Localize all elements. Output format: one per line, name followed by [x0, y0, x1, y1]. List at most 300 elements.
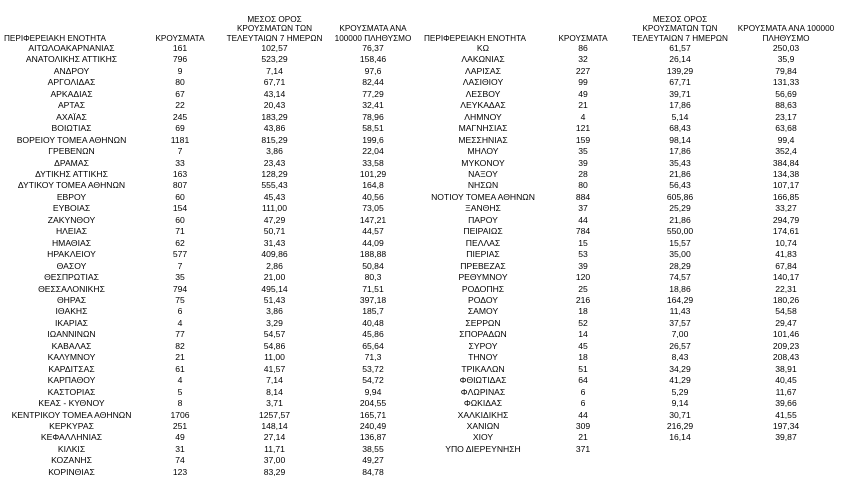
- cases-cell: 1706: [170, 409, 190, 420]
- cases-cell: 99: [578, 77, 588, 88]
- avg7-cell: 51,43: [263, 294, 286, 305]
- avg7-cell: 37,00: [263, 455, 286, 466]
- table-row: [424, 89, 836, 100]
- region-cell: ΥΠΟ ΔΙΕΡΕΥΝΗΣΗ: [445, 443, 521, 454]
- avg7-cell: 45,43: [263, 191, 286, 202]
- region-cell: ΔΥΤΙΚΟΥ ΤΟΜΕΑ ΑΘΗΝΩΝ: [17, 180, 126, 191]
- avg7-cell: 21,86: [669, 214, 691, 225]
- table-row: [424, 375, 836, 386]
- cases-cell: 67: [175, 88, 185, 99]
- header-avg7: ΜΕΣΟΣ ΟΡΟΣ ΚΡΟΥΣΜΑΤΩΝ ΤΩΝ ΤΕΛΕΥΤΑΙΩΝ 7 ΗΜΕΡΩΝ: [632, 14, 728, 43]
- table-row: [4, 100, 418, 111]
- region-cell: ΔΡΑΜΑΣ: [54, 157, 89, 168]
- per100k-cell: [736, 444, 836, 455]
- per100k-cell: 71,3: [364, 352, 382, 363]
- per100k-cell: 40,45: [775, 375, 797, 386]
- table-row: [4, 318, 418, 329]
- avg7-cell: 98,14: [669, 134, 691, 145]
- region-cell: ΙΘΑΚΗΣ: [55, 306, 88, 317]
- table-body-left: [4, 43, 418, 478]
- per100k-cell: 208,43: [772, 352, 800, 363]
- header-row: [424, 10, 836, 43]
- table-row: [424, 410, 836, 421]
- avg7-cell: 34,29: [669, 363, 691, 374]
- region-cell: ΤΗΝΟΥ: [468, 352, 498, 363]
- avg7-cell: 128,29: [261, 168, 288, 179]
- per100k-cell: 10,74: [775, 237, 797, 248]
- table-row: [4, 329, 418, 340]
- cases-cell: 15: [578, 237, 588, 248]
- per100k-cell: 352,4: [775, 146, 797, 157]
- region-cell: ΜΑΓΝΗΣΙΑΣ: [458, 123, 508, 134]
- avg7-cell: 21,00: [263, 272, 286, 283]
- cases-cell: 62: [175, 237, 185, 248]
- table-row: [4, 410, 418, 421]
- table-row: [4, 284, 418, 295]
- region-cell: ΚΕΦΑΛΛΗΝΙΑΣ: [40, 432, 103, 443]
- cases-cell: 39: [578, 157, 588, 168]
- table-row: [424, 329, 836, 340]
- cases-cell: 21: [578, 432, 588, 443]
- per100k-cell: 78,96: [362, 111, 384, 122]
- cases-cell: 52: [578, 317, 588, 328]
- region-cell: ΚΑΒΑΛΑΣ: [51, 340, 92, 351]
- cases-cell: 6: [177, 306, 183, 317]
- region-cell: ΞΑΝΘΗΣ: [465, 203, 501, 214]
- region-cell: ΧΑΝΙΩΝ: [466, 420, 500, 431]
- avg7-cell: 83,29: [263, 466, 286, 477]
- cases-cell: 216: [575, 294, 591, 305]
- table-row: [424, 444, 836, 455]
- per100k-cell: 80,3: [364, 272, 382, 283]
- table-row: [424, 123, 836, 134]
- avg7-cell: 815,29: [261, 134, 288, 145]
- table-row: [4, 77, 418, 88]
- per100k-cell: 33,58: [362, 157, 384, 168]
- table-row: [4, 180, 418, 191]
- avg7-cell: 1257,57: [258, 409, 291, 420]
- avg7-cell: 8,14: [266, 386, 283, 397]
- per100k-cell: 29,47: [775, 317, 797, 328]
- per100k-cell: 79,84: [775, 65, 797, 76]
- header-per100k: ΚΡΟΥΣΜΑΤΑ ΑΝΑ 100000 ΠΛΗΘΥΣΜΟ: [737, 24, 835, 43]
- cases-cell: 121: [575, 123, 591, 134]
- cases-cell: 60: [175, 214, 185, 225]
- table-row: [4, 249, 418, 260]
- avg7-cell: 31,43: [263, 237, 286, 248]
- cases-cell: 71: [175, 226, 185, 237]
- avg7-cell: 41,57: [263, 363, 286, 374]
- cases-cell: 21: [578, 100, 588, 111]
- per100k-cell: 250,03: [772, 43, 800, 53]
- avg7-cell: 7,14: [266, 375, 283, 386]
- region-cell: ΜΗΛΟΥ: [467, 146, 499, 157]
- avg7-cell: 41,29: [669, 375, 691, 386]
- avg7-cell: 3,86: [266, 306, 283, 317]
- region-cell: ΚΕΝΤΡΙΚΟΥ ΤΟΜΕΑ ΑΘΗΝΩΝ: [11, 409, 132, 420]
- avg7-cell: 21,86: [669, 168, 691, 179]
- header-cases: ΚΡΟΥΣΜΑΤΑ: [558, 33, 608, 43]
- table-row: [424, 364, 836, 375]
- table-row: [424, 66, 836, 77]
- per100k-cell: 84,78: [362, 466, 384, 477]
- cases-cell: 251: [172, 420, 188, 431]
- region-cell: ΤΡΙΚΑΛΩΝ: [461, 363, 505, 374]
- cases-cell: 60: [175, 191, 185, 202]
- per100k-cell: 101,29: [359, 168, 387, 179]
- per100k-cell: 147,21: [359, 214, 387, 225]
- table-row: [424, 146, 836, 157]
- region-cell: ΚΙΛΚΙΣ: [57, 443, 86, 454]
- region-cell: ΦΛΩΡΙΝΑΣ: [460, 386, 506, 397]
- avg7-cell: 43,14: [263, 88, 286, 99]
- cases-cell: 18: [578, 352, 588, 363]
- cases-cell: 44: [578, 409, 588, 420]
- table-row: [4, 226, 418, 237]
- region-cell: ΚΟΖΑΝΗΣ: [51, 455, 92, 466]
- table-row: [4, 203, 418, 214]
- table-row: [4, 387, 418, 398]
- region-cell: ΠΕΙΡΑΙΩΣ: [463, 226, 503, 237]
- region-cell: ΚΕΡΚΥΡΑΣ: [49, 420, 94, 431]
- cases-cell: 35: [175, 272, 185, 283]
- table-row: [424, 352, 836, 363]
- per100k-cell: 77,29: [362, 88, 384, 99]
- per100k-cell: 39,87: [775, 432, 797, 443]
- cases-cell: 807: [172, 180, 188, 191]
- region-cell: ΑΧΑΪΑΣ: [56, 111, 87, 122]
- per100k-cell: 45,86: [362, 329, 384, 340]
- region-cell: ΔΥΤΙΚΗΣ ΑΤΤΙΚΗΣ: [35, 168, 108, 179]
- region-cell: ΘΗΡΑΣ: [56, 294, 87, 305]
- table-row: [4, 455, 418, 466]
- cases-cell: 9: [177, 65, 183, 76]
- avg7-cell: 216,29: [666, 420, 694, 431]
- table-row: [424, 432, 836, 443]
- cases-cell: 77: [175, 329, 185, 340]
- per100k-cell: 44,57: [362, 226, 384, 237]
- region-cell: ΡΕΘΥΜΝΟΥ: [458, 272, 508, 283]
- per100k-cell: 174,61: [772, 226, 800, 237]
- table-row: [4, 89, 418, 100]
- table-row: [424, 180, 836, 191]
- table-row: [4, 54, 418, 65]
- avg7-cell: 17,86: [669, 146, 691, 157]
- per100k-cell: 158,46: [359, 54, 387, 65]
- region-cell: ΛΕΥΚΑΔΑΣ: [460, 100, 506, 111]
- per100k-cell: 136,87: [359, 432, 387, 443]
- avg7-cell: 3,71: [266, 398, 283, 409]
- table-row: [424, 135, 836, 146]
- region-cell: ΘΕΣΣΑΛΟΝΙΚΗΣ: [38, 283, 105, 294]
- per100k-cell: 188,88: [359, 249, 387, 260]
- table-row: [424, 192, 836, 203]
- table-row: [424, 387, 836, 398]
- table-row: [4, 341, 418, 352]
- avg7-cell: 30,71: [669, 409, 691, 420]
- table-row: [424, 306, 836, 317]
- table-row: [4, 215, 418, 226]
- avg7-cell: [624, 444, 736, 455]
- cases-cell: 33: [175, 157, 185, 168]
- cases-cell: 75: [175, 294, 185, 305]
- region-cell: ΧΙΟΥ: [472, 432, 494, 443]
- region-cell: ΒΟΡΕΙΟΥ ΤΟΜΕΑ ΑΘΗΝΩΝ: [16, 134, 127, 145]
- per100k-cell: 40,56: [362, 191, 384, 202]
- table-row: [424, 261, 836, 272]
- table-row: [4, 192, 418, 203]
- per100k-cell: 71,51: [362, 283, 384, 294]
- region-cell: ΣΥΡΟΥ: [468, 340, 498, 351]
- region-cell: ΙΩΑΝΝΙΝΩΝ: [47, 329, 96, 340]
- avg7-cell: 5,14: [671, 111, 689, 122]
- cases-cell: 53: [578, 249, 588, 260]
- avg7-cell: 148,14: [261, 420, 288, 431]
- cases-cell: 120: [575, 272, 591, 283]
- per100k-cell: 99,4: [777, 134, 795, 145]
- table-row: [4, 43, 418, 54]
- table-row: [4, 66, 418, 77]
- cases-cell: 44: [578, 214, 588, 225]
- avg7-cell: 3,29: [266, 317, 283, 328]
- cases-table-right: [424, 10, 836, 455]
- per100k-cell: 23,17: [775, 111, 797, 122]
- avg7-cell: 183,29: [261, 111, 288, 122]
- region-cell: ΜΥΚΟΝΟΥ: [461, 157, 505, 168]
- region-cell: ΚΩ: [476, 43, 490, 53]
- region-cell: ΡΟΔΟΥ: [468, 294, 498, 305]
- per100k-cell: 67,84: [775, 260, 797, 271]
- table-row: [4, 135, 418, 146]
- table-row: [4, 272, 418, 283]
- table-row: [4, 158, 418, 169]
- cases-cell: 32: [578, 54, 588, 65]
- avg7-cell: 27,14: [263, 432, 286, 443]
- avg7-cell: 54,86: [263, 340, 286, 351]
- avg7-cell: 15,57: [669, 237, 691, 248]
- cases-cell: 784: [575, 226, 591, 237]
- cases-cell: 6: [580, 398, 586, 409]
- avg7-cell: 67,71: [263, 77, 286, 88]
- table-row: [4, 123, 418, 134]
- cases-cell: 884: [575, 191, 591, 202]
- header-cases: ΚΡΟΥΣΜΑΤΑ: [155, 33, 205, 43]
- per100k-cell: 56,69: [775, 88, 797, 99]
- per100k-cell: 50,84: [362, 260, 384, 271]
- table-row: [4, 306, 418, 317]
- avg7-cell: 605,86: [666, 191, 694, 202]
- table-row: [424, 226, 836, 237]
- per100k-cell: 65,64: [362, 340, 384, 351]
- avg7-cell: 68,43: [669, 123, 691, 134]
- avg7-cell: 20,43: [263, 100, 286, 111]
- cases-cell: 4: [177, 375, 183, 386]
- per100k-cell: 209,23: [772, 340, 800, 351]
- table-row: [4, 295, 418, 306]
- cases-cell: 577: [172, 249, 188, 260]
- avg7-cell: 164,29: [666, 294, 694, 305]
- avg7-cell: 16,14: [669, 432, 691, 443]
- table-row: [424, 398, 836, 409]
- cases-cell: 28: [578, 168, 588, 179]
- cases-cell: 22: [175, 100, 185, 111]
- cases-cell: 159: [575, 134, 591, 145]
- per100k-cell: 180,26: [772, 294, 800, 305]
- table-row: [424, 112, 836, 123]
- table-row: [424, 215, 836, 226]
- per100k-cell: 9,94: [364, 386, 382, 397]
- table-row: [424, 169, 836, 180]
- per100k-cell: 41,83: [775, 249, 797, 260]
- avg7-cell: 409,86: [261, 249, 288, 260]
- region-cell: ΚΑΣΤΟΡΙΑΣ: [47, 386, 96, 397]
- table-row: [424, 54, 836, 65]
- per100k-cell: 73,05: [362, 203, 384, 214]
- region-cell: ΛΑΚΩΝΙΑΣ: [461, 54, 505, 65]
- per100k-cell: 134,38: [772, 168, 800, 179]
- avg7-cell: 11,00: [264, 352, 285, 363]
- avg7-cell: 25,29: [669, 203, 691, 214]
- avg7-cell: 7,14: [266, 65, 283, 76]
- per100k-cell: 384,84: [772, 157, 800, 168]
- per100k-cell: 63,68: [775, 123, 797, 134]
- avg7-cell: 74,57: [669, 272, 691, 283]
- region-cell: ΕΥΒΟΙΑΣ: [52, 203, 91, 214]
- avg7-cell: 7,00: [671, 329, 689, 340]
- table-row: [4, 238, 418, 249]
- region-cell: ΚΑΡΔΙΤΣΑΣ: [48, 363, 95, 374]
- region-cell: ΗΡΑΚΛΕΙΟΥ: [47, 249, 96, 260]
- cases-cell: 45: [578, 340, 588, 351]
- cases-cell: 31: [175, 443, 185, 454]
- avg7-cell: 18,86: [669, 283, 691, 294]
- avg7-cell: 102,57: [261, 43, 288, 53]
- table-body-right: [424, 43, 836, 455]
- table-row: [424, 77, 836, 88]
- cases-cell: 7: [177, 260, 183, 271]
- table-row: [4, 375, 418, 386]
- per100k-cell: 38,91: [775, 363, 797, 374]
- cases-cell: 4: [580, 111, 586, 122]
- cases-cell: 64: [578, 375, 588, 386]
- region-cell: ΚΕΑΣ - ΚΥΘΝΟΥ: [38, 398, 105, 409]
- cases-cell: 4: [177, 317, 183, 328]
- per100k-cell: 58,51: [362, 123, 384, 134]
- region-cell: ΑΝΑΤΟΛΙΚΗΣ ΑΤΤΙΚΗΣ: [25, 54, 118, 65]
- region-cell: ΝΗΣΩΝ: [467, 180, 499, 191]
- per100k-cell: 32,41: [362, 100, 384, 111]
- per100k-cell: 397,18: [359, 294, 387, 305]
- region-cell: ΝΑΞΟΥ: [468, 168, 498, 179]
- table-row: [424, 341, 836, 352]
- avg7-cell: 23,43: [263, 157, 286, 168]
- cases-cell: 227: [575, 65, 591, 76]
- table-row: [4, 421, 418, 432]
- cases-cell: 51: [578, 363, 588, 374]
- per100k-cell: 38,55: [362, 443, 384, 454]
- region-cell: ΑΡΓΟΛΙΔΑΣ: [47, 77, 96, 88]
- avg7-cell: 139,29: [666, 65, 694, 76]
- region-cell: ΛΑΣΙΘΙΟΥ: [462, 77, 504, 88]
- per100k-cell: 54,58: [775, 306, 797, 317]
- avg7-cell: 11,43: [669, 306, 691, 317]
- per100k-cell: 101,46: [772, 329, 800, 340]
- per100k-cell: 40,48: [362, 317, 384, 328]
- cases-cell: 80: [578, 180, 588, 191]
- avg7-cell: 43,86: [263, 123, 286, 134]
- region-cell: ΘΑΣΟΥ: [56, 260, 87, 271]
- per100k-cell: 44,09: [362, 237, 384, 248]
- per100k-cell: 294,79: [772, 214, 800, 225]
- region-cell: ΛΑΡΙΣΑΣ: [465, 65, 501, 76]
- avg7-cell: 9,14: [671, 398, 689, 409]
- per100k-cell: 82,44: [362, 77, 384, 88]
- cases-cell: 86: [578, 43, 588, 53]
- avg7-cell: 5,29: [671, 386, 689, 397]
- avg7-cell: 2,86: [266, 260, 283, 271]
- region-cell: ΚΟΡΙΝΘΙΑΣ: [48, 466, 95, 477]
- per100k-cell: 204,55: [359, 398, 387, 409]
- table-row: [4, 112, 418, 123]
- cases-table-left: [4, 10, 418, 478]
- per100k-cell: 41,55: [775, 409, 797, 420]
- cases-cell: 154: [172, 203, 188, 214]
- table-row: [424, 284, 836, 295]
- table-row: [424, 318, 836, 329]
- region-cell: ΛΕΣΒΟΥ: [465, 88, 501, 99]
- per100k-cell: 76,37: [362, 43, 384, 53]
- per100k-cell: 197,34: [772, 420, 800, 431]
- table-row: [424, 100, 836, 111]
- region-cell: ΙΚΑΡΙΑΣ: [54, 317, 88, 328]
- cases-cell: 161: [172, 43, 188, 53]
- avg7-cell: 17,86: [669, 100, 691, 111]
- region-cell: ΛΗΜΝΟΥ: [464, 111, 502, 122]
- table-row: [424, 272, 836, 283]
- per100k-cell: 88,63: [775, 100, 797, 111]
- cases-cell: 82: [175, 340, 185, 351]
- per100k-cell: 164,8: [362, 180, 384, 191]
- region-cell: ΣΑΜΟΥ: [467, 306, 499, 317]
- table-row: [4, 444, 418, 455]
- cases-cell: 39: [578, 260, 588, 271]
- region-cell: ΕΒΡΟΥ: [56, 191, 87, 202]
- region-cell: ΑΡΚΑΔΙΑΣ: [50, 88, 93, 99]
- table-row: [424, 295, 836, 306]
- table-row: [4, 398, 418, 409]
- per100k-cell: 35,9: [777, 54, 795, 65]
- cases-cell: 123: [172, 466, 188, 477]
- per100k-cell: 22,31: [775, 283, 797, 294]
- per100k-cell: 185,7: [362, 306, 384, 317]
- cases-cell: 1181: [170, 134, 190, 145]
- region-cell: ΘΕΣΠΡΩΤΙΑΣ: [44, 272, 99, 283]
- cases-cell: 796: [172, 54, 188, 65]
- per100k-cell: 22,04: [362, 146, 384, 157]
- per100k-cell: 240,49: [359, 420, 387, 431]
- table-row: [424, 249, 836, 260]
- region-cell: ΦΘΙΩΤΙΔΑΣ: [459, 375, 507, 386]
- cases-cell: 49: [175, 432, 185, 443]
- avg7-cell: 26,57: [669, 340, 691, 351]
- per100k-cell: 199,6: [362, 134, 384, 145]
- cases-cell: 21: [175, 352, 185, 363]
- region-cell: ΠΡΕΒΕΖΑΣ: [460, 260, 506, 271]
- region-cell: ΖΑΚΥΝΘΟΥ: [47, 214, 96, 225]
- region-cell: ΠΕΛΛΑΣ: [465, 237, 501, 248]
- region-cell: ΣΕΡΡΩΝ: [465, 317, 501, 328]
- table-row: [424, 421, 836, 432]
